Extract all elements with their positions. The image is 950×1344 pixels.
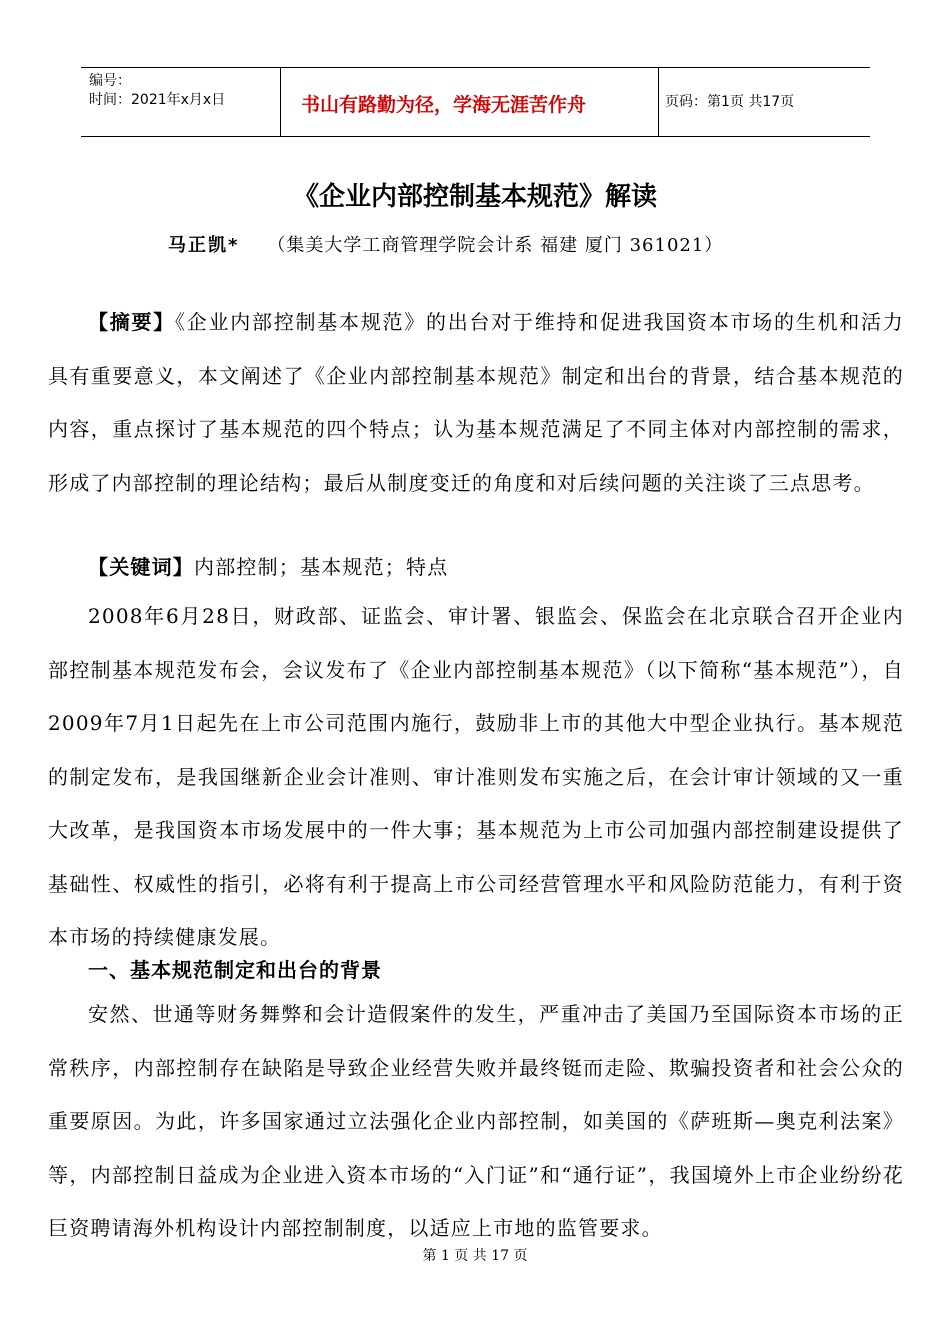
author-name: 马正凯* — [168, 235, 240, 256]
document-header — [81, 67, 870, 137]
header-page-info: 页码：第1页 共17页 — [665, 94, 795, 110]
section-paragraph: 安然、世通等财务舞弊和会计造假案件的发生，严重冲击了美国乃至国际资本市场的正常秩序，内部控制存在缺陷是导致企业经营失败并最终铤而走险、欺骗投资者和社会公众的重要原因。为此，许多国家通过立法强化企业内部控制，如美国的《萨班斯—奥克利法案》等，内部控制日益成为企业进入资本市场的“入门证”和“通行证”，我国境外上市企业纷纷花巨资聘请海外机构设计内部控制制度，以适应上市地的监管要求。 — [48, 1002, 904, 1240]
page-footer: 第 1 页 共 17 页 — [422, 1248, 528, 1264]
header-motto: 书山有路勤为径，学海无涯苦作舟 — [301, 94, 587, 116]
keywords-label: 【关键词】 — [88, 555, 194, 579]
keywords-paragraph — [48, 541, 904, 595]
abstract-paragraph — [48, 296, 904, 510]
abstract-text: 《企业内部控制基本规范》的出台对于维持和促进我国资本市场的生机和活力具有重要意义，本文阐述了《企业内部控制基本规范》制定和出台的背景，结合基本规范的内容，重点探讨了基本规范的四个特点；认为基本规范满足了不同主体对内部控制的需求，形成了内部控制的理论结构；最后从制度变迁的角度和对后续问题的关注谈了三点思考。 — [48, 310, 904, 495]
header-left-cell — [81, 68, 280, 140]
intro-paragraph: 2008年6月28日，财政部、证监会、审计署、银监会、保监会在北京联合召开企业内部控制基本规范发布会，会议发布了《企业内部控制基本规范》（以下简称“基本规范”），自2009年7月1日起先在上市公司范围内施行，鼓励非上市的其他大中型企业执行。基本规范的制定发布，是我国继新企业会计准则、审计准则发布实施之后，在会计审计领域的又一重大改革，是我国资本市场发展中的一件大事；基本规范为上市公司加强内部控制建设提供了基础性、权威性的指引，必将有利于提高上市公司经营管理水平和风险防范能力，有利于资本市场的持续健康发展。 — [48, 604, 904, 949]
document-number: 编号： — [89, 73, 131, 89]
abstract-label: 【摘要】 — [88, 310, 176, 334]
section-heading: 一、基本规范制定和出台的背景 — [88, 958, 382, 982]
keywords-text: 内部控制；基本规范；特点 — [194, 555, 449, 579]
author-line — [168, 231, 723, 257]
header-motto-cell — [280, 68, 659, 136]
document-date: 时间：2021年x月x日 — [89, 92, 226, 108]
document-title: 《企业内部控制基本规范》解读 — [292, 182, 657, 212]
author-affiliation: （集美大学工商管理学院会计系 福建 厦门 361021） — [267, 235, 724, 256]
